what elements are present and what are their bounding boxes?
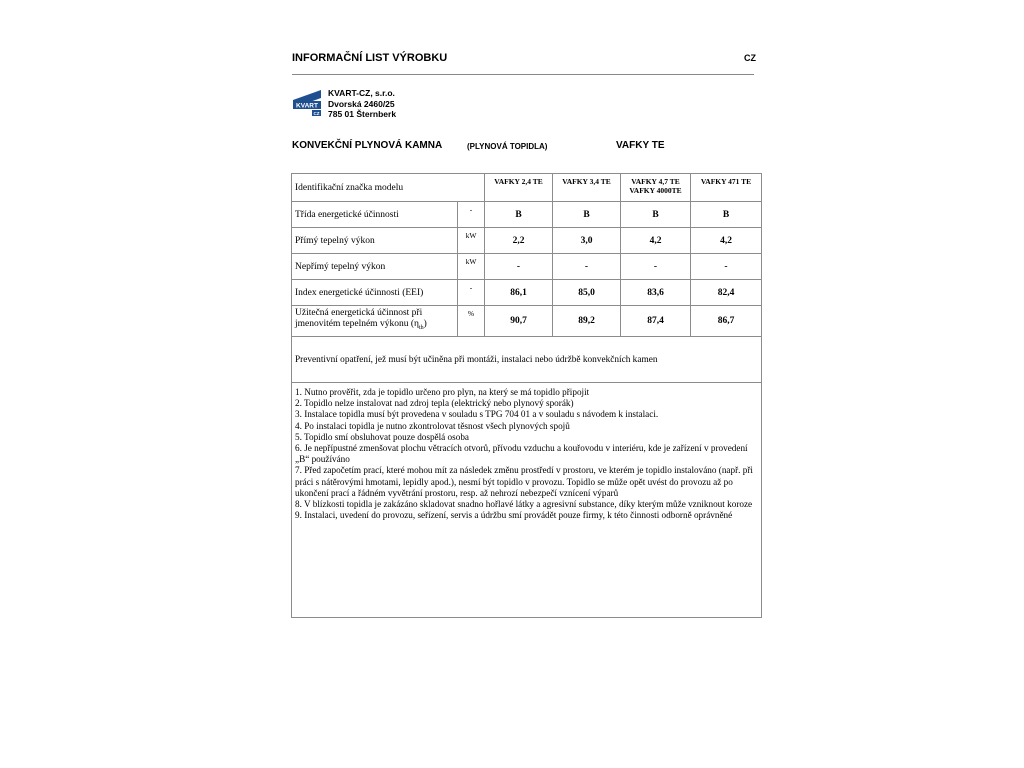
document-title: INFORMAČNÍ LIST VÝROBKU — [292, 52, 448, 64]
cell-value: 4,2 — [621, 228, 691, 254]
row-unit: kW — [458, 254, 485, 280]
svg-text:KVART: KVART — [296, 102, 318, 110]
cell-value: 85,0 — [553, 280, 621, 306]
svg-text:CZ: CZ — [313, 111, 320, 116]
cell-value: 3,0 — [553, 228, 621, 254]
row-unit: % — [458, 306, 485, 337]
cell-value: 82,4 — [691, 280, 762, 306]
table-row — [292, 337, 762, 383]
company-address — [328, 88, 396, 120]
header-divider — [292, 74, 754, 75]
cell-value: - — [553, 254, 621, 280]
precautions-title: Preventivní opatření, jež musí být učiněna při montáži, instalaci nebo údržbě konvekčních kamen — [292, 337, 762, 383]
model-header: VAFKY 471 TE — [691, 174, 762, 202]
company-city: 785 01 Šternberk — [328, 109, 397, 119]
note-item: 7. Před započetím prací, které mohou mít za následek změnu prostředí v prostoru, ve kterém je topidlo instalováno (např. při práci s nátěrovými hmotami, lepidly apod.), nesmí být topidlo v provozu. Topidlo se může opět uvést do provozu až po ukončení prací a řádném vyvětrání prostoru, resp. až nehrozí nebezpečí vznícení výparů — [295, 465, 753, 498]
model-header: VAFKY 2,4 TE — [485, 174, 553, 202]
row-unit: - — [458, 280, 485, 306]
product-subtype: (PLYNOVÁ TOPIDLA) — [467, 142, 548, 151]
row-label: Nepřímý tepelný výkon — [292, 254, 458, 280]
cell-value: 4,2 — [691, 228, 762, 254]
table-row — [292, 383, 762, 618]
table-row — [292, 174, 762, 202]
model-header: VAFKY 4,7 TE VAFKY 4000TE — [621, 174, 691, 202]
row-label: Přímý tepelný výkon — [292, 228, 458, 254]
kvart-logo — [293, 88, 321, 118]
cell-value: B — [553, 202, 621, 228]
company-street: Dvorská 2460/25 — [328, 98, 395, 109]
table-row — [292, 254, 762, 280]
note-item: 6. Je nepřípustné zmenšovat plochu větracích otvorů, přívodu vzduchu a kouřovodu v interiéru, kde je zařízení v provedení „B“ používáno — [295, 443, 748, 465]
row-unit: - — [458, 202, 485, 228]
cell-value: B — [691, 202, 762, 228]
cell-value: - — [691, 254, 762, 280]
cell-value: 89,2 — [553, 306, 621, 337]
product-type: KONVEKČNÍ PLYNOVÁ KAMNA — [292, 140, 443, 151]
country-code: CZ — [744, 53, 756, 63]
table-row — [292, 228, 762, 254]
product-model: VAFKY TE — [616, 140, 665, 151]
row-label: Index energetické účinnosti (EEI) — [292, 280, 458, 306]
cell-value: B — [485, 202, 553, 228]
cell-value: - — [621, 254, 691, 280]
table-row — [292, 306, 762, 337]
cell-value: 2,2 — [485, 228, 553, 254]
note-item: 3. Instalace topidla musí být provedena v souladu s TPG 704 01 a v souladu s návodem k instalaci. — [295, 409, 659, 420]
note-item: 8. V blízkosti topidla je zakázáno skladovat snadno hořlavé látky a agresivní substance, díky kterým může vzniknout koroze — [295, 499, 753, 510]
cell-value: B — [621, 202, 691, 228]
company-name: KVART-CZ, s.r.o. — [328, 88, 395, 98]
row-label: Třída energetické účinnosti — [292, 202, 458, 228]
cell-value: - — [485, 254, 553, 280]
note-item: 5. Topidlo smí obsluhovat pouze dospělá osoba — [295, 431, 469, 442]
note-item: 9. Instalaci, uvedení do provozu, seřízení, servis a údržbu smí provádět pouze firmy, k této činnosti odborně oprávněné — [295, 510, 733, 521]
note-item: 4. Po instalaci topidla je nutno zkontrolovat těsnost všech plynových spojů — [295, 420, 570, 431]
cell-value: 83,6 — [621, 280, 691, 306]
precautions-notes — [292, 383, 762, 618]
table-row — [292, 280, 762, 306]
cell-value: 87,4 — [621, 306, 691, 337]
row-unit: kW — [458, 228, 485, 254]
model-id-label: Identifikační značka modelu — [292, 174, 485, 202]
cell-value: 90,7 — [485, 306, 553, 337]
cell-value: 86,1 — [485, 280, 553, 306]
model-header: VAFKY 3,4 TE — [553, 174, 621, 202]
row-label: Užitečná energetická účinnost při jmenovitém tepelném výkonu $(\eta_{th})$ — [292, 306, 458, 337]
cell-value: 86,7 — [691, 306, 762, 337]
note-item: 1. Nutno prověřit, zda je topidlo určeno pro plyn, na který se má topidlo připojit — [295, 387, 590, 397]
product-info-table — [291, 173, 762, 618]
note-item: 2. Topidlo nelze instalovat nad zdroj tepla (elektrický nebo plynový sporák) — [295, 398, 574, 409]
table-row — [292, 202, 762, 228]
